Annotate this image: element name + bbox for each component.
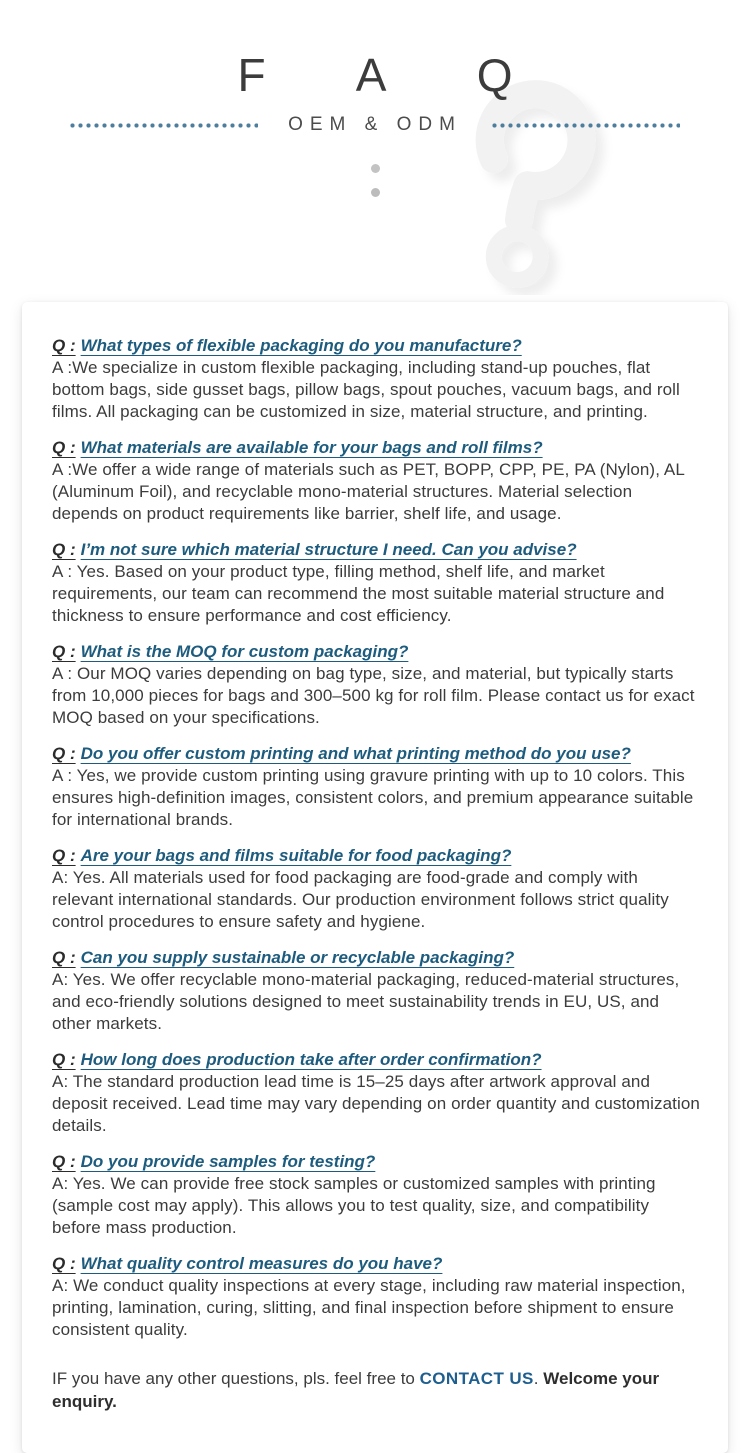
faq-answer: A :We offer a wide range of materials such as PET, BOPP, CPP, PE, PA (Nylon), AL (Aluminum Foil), and recyclable mono-material structures. Material selection depends on product requirements like barrier, shelf life, and usage. [52,460,685,523]
question-prefix: Q : [52,846,76,865]
question-text: How long does production take after order confirmation? [80,1050,542,1069]
faq-question [52,844,702,867]
dot-icon [371,188,380,197]
faq-header [0,49,750,302]
faq-item [52,334,702,423]
footer-text-middle: . [533,1369,544,1388]
faq-item [52,742,702,831]
question-text: What is the MOQ for custom packaging? [80,642,409,661]
question-prefix: Q : [52,1254,76,1273]
contact-us-link[interactable]: CONTACT US [419,1369,534,1388]
question-text: Do you provide samples for testing? [80,1152,376,1171]
question-prefix: Q : [52,540,76,559]
faq-item [52,640,702,729]
faq-answer: A: Yes. We offer recyclable mono-material packaging, reduced-material structures, and eco-friendly solutions designed to meet sustainability trends in EU, US, and other markets. [52,970,680,1033]
decorative-dots [0,164,750,197]
faq-question [52,640,702,663]
faq-question [52,538,702,561]
dot-icon [371,164,380,173]
faq-item [52,1150,702,1239]
faq-answer: A: The standard production lead time is 15–25 days after artwork approval and deposit received. Lead time may vary depending on order quantity and customization details. [52,1072,700,1135]
footer-text-bold: Welcome your enquiry. [52,1369,660,1411]
question-prefix: Q : [52,744,76,763]
question-text: What quality control measures do you have? [80,1254,443,1273]
question-text: What types of flexible packaging do you manufacture? [80,336,522,355]
faq-item [52,946,702,1035]
faq-question [52,946,702,969]
footer-note [52,1367,702,1413]
page-title: F A Q [237,49,553,101]
question-prefix: Q : [52,438,76,457]
faq-answer: A: Yes. All materials used for food packaging are food-grade and comply with relevant international standards. Our production environment follows strict quality control procedures to ensure safety and hygiene. [52,868,669,931]
dotted-line-right [492,123,680,128]
question-prefix: Q : [52,1152,76,1171]
dotted-line-left [70,123,258,128]
question-prefix: Q : [52,642,76,661]
faq-question [52,1252,702,1275]
question-prefix: Q : [52,948,76,967]
faq-answer: A: We conduct quality inspections at every stage, including raw material inspection, printing, lamination, curing, slitting, and final inspection before shipment to ensure consistent quality. [52,1276,686,1339]
question-text: Do you offer custom printing and what printing method do you use? [80,744,631,763]
faq-answer: A : Yes. Based on your product type, filling method, shelf life, and market requirements, our team can recommend the most suitable material structure and thickness to ensure performance and cost efficiency. [52,562,665,625]
question-prefix: Q : [52,336,76,355]
faq-question [52,742,702,765]
faq-answer: A : Yes, we provide custom printing using gravure printing with up to 10 colors. This ensures high-definition images, consistent colors, and premium appearance suitable for international brands. [52,766,694,829]
subtitle: OEM & ODM [288,114,462,135]
question-text: Are your bags and films suitable for food packaging? [80,846,512,865]
faq-item [52,844,702,933]
question-text: What materials are available for your bags and roll films? [80,438,543,457]
faq-item [52,1252,702,1341]
faq-question [52,1048,702,1071]
faq-answer: A :We specialize in custom flexible packaging, including stand-up pouches, flat bottom bags, side gusset bags, pillow bags, spout pouches, vacuum bags, and roll films. All packaging can be customized in size, material structure, and printing. [52,358,680,421]
question-prefix: Q : [52,1050,76,1069]
faq-question [52,1150,702,1173]
question-text: Can you supply sustainable or recyclable packaging? [80,948,515,967]
faq-answer: A : Our MOQ varies depending on bag type, size, and material, but typically starts from 10,000 pieces for bags and 300–500 kg for roll film. Please contact us for exact MOQ based on your specifications. [52,664,695,727]
subtitle-row [0,114,750,136]
faq-card [22,302,728,1453]
faq-answer: A: Yes. We can provide free stock samples or customized samples with printing (sample cost may apply). This allows you to test quality, size, and compatibility before mass production. [52,1174,656,1237]
faq-question [52,334,702,357]
faq-question [52,436,702,459]
footer-text-before: IF you have any other questions, pls. feel free to [52,1369,420,1388]
faq-item [52,1048,702,1137]
question-text: I’m not sure which material structure I need. Can you advise? [80,540,577,559]
faq-item [52,436,702,525]
faq-list [52,334,702,1341]
faq-item [52,538,702,627]
